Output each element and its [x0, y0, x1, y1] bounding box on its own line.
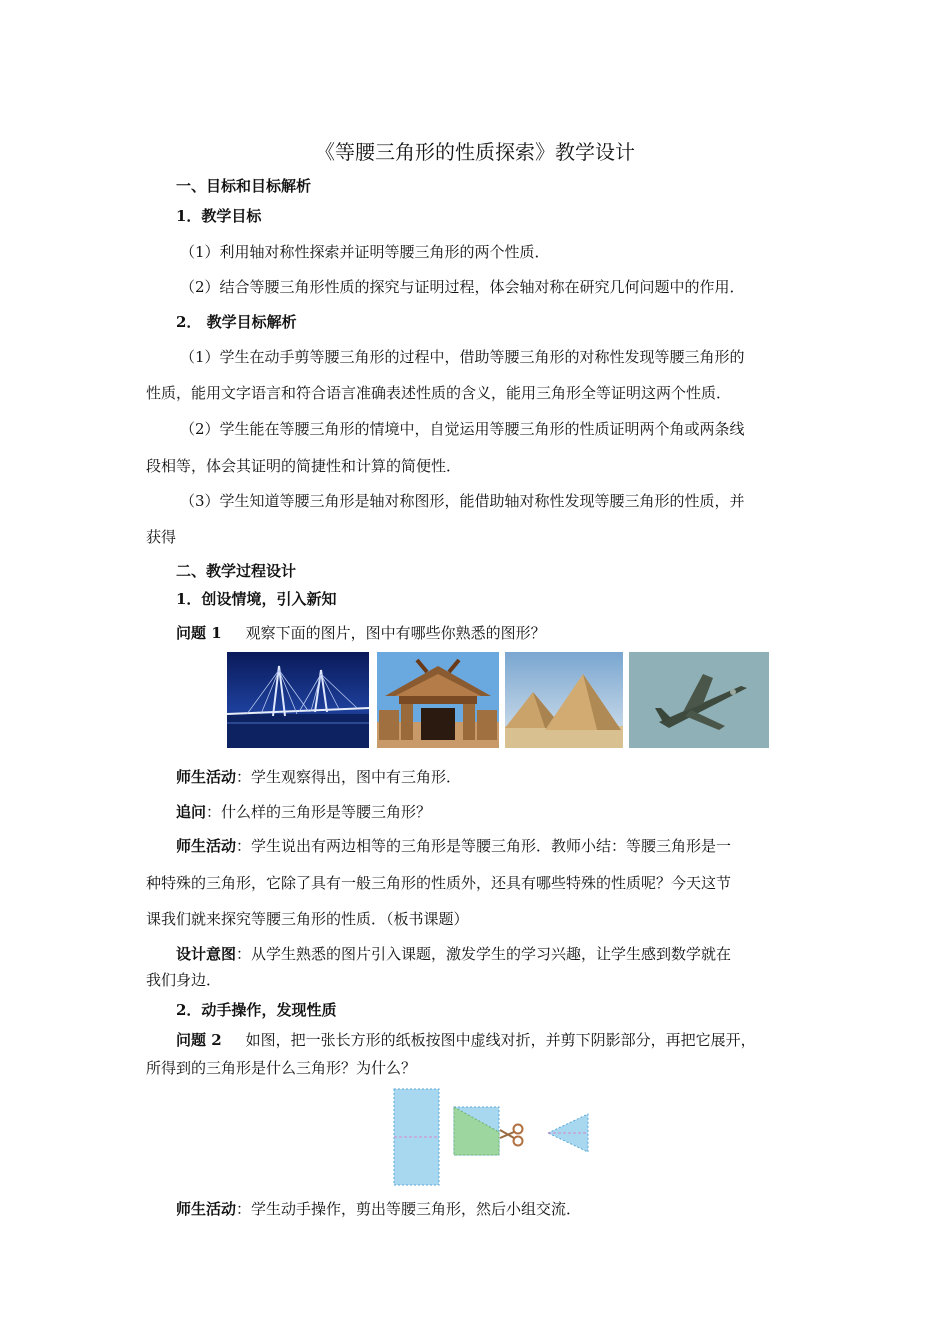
- document-title: 《等腰三角形的性质探索》教学设计: [315, 140, 635, 164]
- activity-3-text: ：学生动手操作，剪出等腰三角形，然后小组交流．: [236, 1200, 582, 1218]
- design-intent-line-2: 我们身边．: [146, 971, 222, 989]
- analysis-3-line-2: 获得: [146, 528, 177, 546]
- goal-1: （1）利用轴对称性探索并证明等腰三角形的两个性质．: [180, 243, 550, 261]
- activity-1-label: 师生活动: [176, 768, 237, 786]
- question-2-text: 如图，把一张长方形的纸板按图中虚线对折，并剪下阴影部分，再把它展开，: [245, 1031, 756, 1049]
- activity-2-line-1: [176, 835, 731, 857]
- follow-up-text: ：什么样的三角形是等腰三角形？: [206, 803, 432, 821]
- design-intent-line-1: [176, 943, 731, 965]
- design-intent-label: 设计意图: [176, 945, 237, 963]
- scissors-icon: [500, 1125, 523, 1146]
- analysis-1-line-2: 性质，能用文字语言和符合语言准确表述性质的含义，能用三角形全等证明这两个性质．: [146, 384, 732, 402]
- question-1-label: 问题 1: [176, 624, 222, 642]
- goal-2: （2）结合等腰三角形性质的探究与证明过程，体会轴对称在研究几何问题中的作用．: [180, 278, 745, 296]
- section-1-heading: 一、目标和目标解析: [176, 177, 312, 195]
- question-2-label: 问题 2: [176, 1031, 222, 1049]
- section-2-heading: 二、教学过程设计: [176, 562, 297, 580]
- analysis-1-line-1: （1）学生在动手剪等腰三角形的过程中，借助等腰三角形的对称性发现等腰三角形的: [180, 348, 745, 366]
- follow-up: [176, 801, 431, 823]
- activity-2-text: ：学生说出有两边相等的三角形是等腰三角形．教师小结：等腰三角形是一: [236, 837, 732, 855]
- follow-up-label: 追问: [176, 803, 207, 821]
- activity-3-label: 师生活动: [176, 1200, 237, 1218]
- analysis-2-line-2: 段相等，体会其证明的简捷性和计算的简便性．: [146, 457, 462, 475]
- subsection-hands-on: 2．动手操作，发现性质: [176, 1001, 337, 1019]
- analysis-2-line-1: （2）学生能在等腰三角形的情境中，自觉运用等腰三角形的性质证明两个角或两条线: [180, 420, 745, 438]
- bridge-photo: [227, 652, 369, 748]
- question-1-text: 观察下面的图片，图中有哪些你熟悉的图形？: [245, 624, 546, 642]
- analysis-3-line-1: （3）学生知道等腰三角形是轴对称图形，能借助轴对称性发现等腰三角形的性质，并: [180, 492, 745, 510]
- jet-photo: [629, 652, 769, 748]
- activity-2-line-3: 课我们就来探究等腰三角形的性质．（板书课题）: [146, 910, 469, 928]
- activity-3: [176, 1198, 581, 1220]
- subsection-intro: 1．创设情境，引入新知: [176, 590, 337, 608]
- question-2-line-1: [176, 1029, 756, 1051]
- question-2-line-2: 所得到的三角形是什么三角形？为什么？: [146, 1059, 417, 1077]
- question-1: [176, 622, 546, 644]
- design-intent-text: ：从学生熟悉的图片引入课题，激发学生的学习兴趣，让学生感到数学就在: [236, 945, 732, 963]
- subsection-teaching-goals: 1．教学目标: [176, 207, 262, 225]
- paper-folding-figure: [390, 1086, 590, 1188]
- activity-2-line-2: 种特殊的三角形，它除了具有一般三角形的性质外，还具有哪些特殊的性质呢？今天这节: [146, 874, 732, 892]
- activity-1: [176, 766, 461, 788]
- activity-1-text: ：学生观察得出，图中有三角形．: [236, 768, 462, 786]
- pyramids-photo: [505, 652, 623, 748]
- gate-photo: [377, 652, 499, 748]
- activity-2-label: 师生活动: [176, 837, 237, 855]
- subsection-goal-analysis: 2． 教学目标解析: [176, 313, 297, 331]
